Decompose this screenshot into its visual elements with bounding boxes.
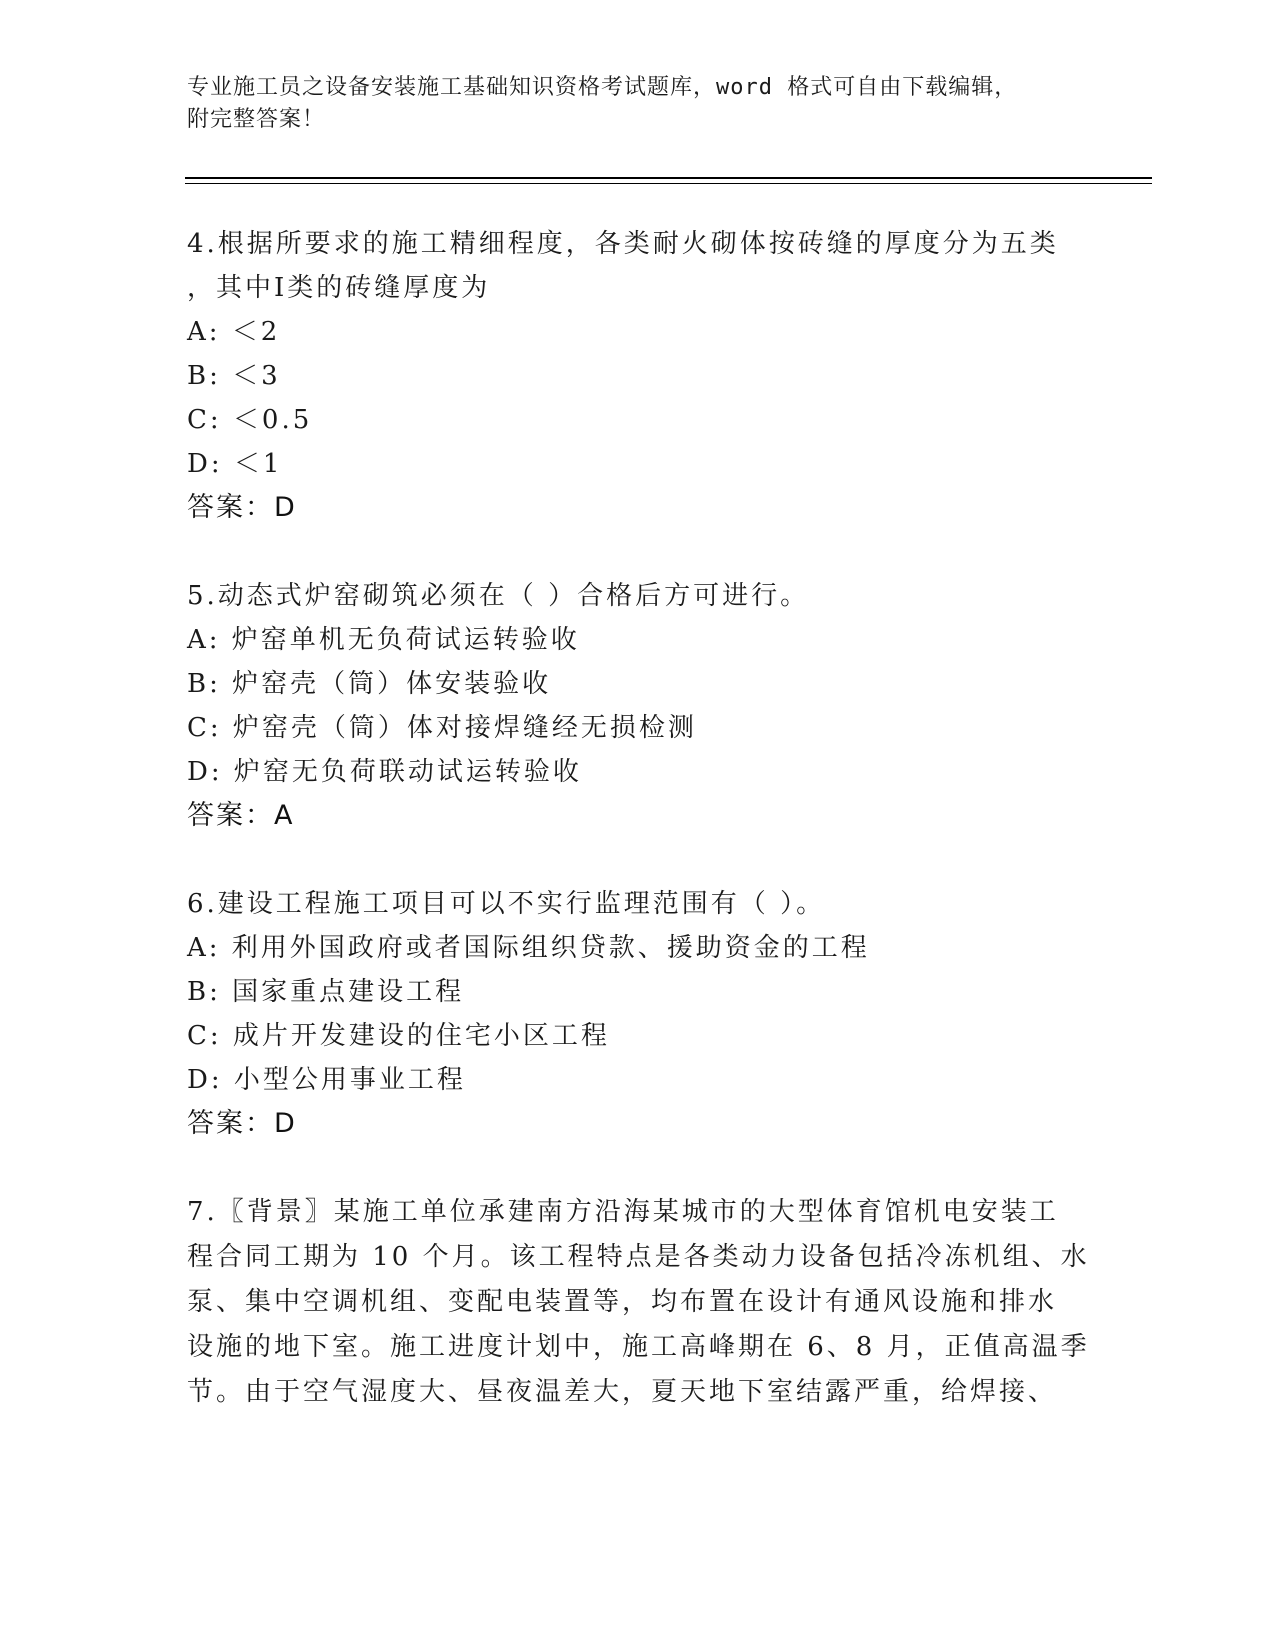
q4-option-d: D: ＜1	[187, 449, 283, 479]
q7-line-5: 节。由于空气湿度大、昼夜温差大，夏天地下室结露严重，给焊接、	[187, 1377, 1058, 1407]
q6-option-b: B: 国家重点建设工程	[187, 977, 465, 1007]
q4-option-b: B: ＜3	[187, 361, 281, 391]
q7-line-4: 设施的地下室。施工进度计划中，施工高峰期在 6、8 月，正值高温季	[187, 1332, 1090, 1362]
q5-option-b: B: 炉窑壳（筒）体安装验收	[187, 669, 552, 699]
q5-option-d: D: 炉窑无负荷联动试运转验收	[187, 757, 582, 787]
header-divider-thin	[185, 183, 1152, 184]
q4-option-a: A: ＜2	[187, 317, 281, 347]
q7-line-2: 程合同工期为 10 个月。该工程特点是各类动力设备包括冷冻机组、水	[187, 1242, 1090, 1272]
q6-option-a: A: 利用外国政府或者国际组织贷款、援助资金的工程	[187, 933, 870, 963]
q5-answer: 答案：A	[187, 800, 295, 831]
q5-stem: 5.动态式炉窑砌筑必须在（ ）合格后方可进行。	[187, 581, 810, 611]
header-line-2: 附完整答案！	[187, 107, 326, 132]
header-divider	[185, 177, 1152, 179]
q4-option-c: C: ＜0.5	[187, 405, 313, 435]
q6-option-c: C: 成片开发建设的住宅小区工程	[187, 1021, 610, 1051]
q6-stem: 6.建设工程施工项目可以不实行监理范围有（ ）。	[187, 889, 826, 919]
q5-option-c: C: 炉窑壳（筒）体对接焊缝经无损检测	[187, 713, 697, 743]
q4-answer: 答案：D	[187, 492, 297, 523]
q4-stem-line-1: 4.根据所要求的施工精细程度，各类耐火砌体按砖缝的厚度分为五类	[187, 229, 1059, 259]
q4-stem-line-2: ，其中Ⅰ类的砖缝厚度为	[187, 273, 491, 303]
q6-answer: 答案：D	[187, 1108, 297, 1139]
q6-option-d: D: 小型公用事业工程	[187, 1065, 466, 1095]
q7-line-1: 7.〖背景〗某施工单位承建南方沿海某城市的大型体育馆机电安装工	[187, 1197, 1059, 1227]
q7-line-3: 泵、集中空调机组、变配电装置等，均布置在设计有通风设施和排水	[187, 1287, 1058, 1317]
header-line-1: 专业施工员之设备安装施工基础知识资格考试题库，word 格式可自由下载编辑，	[187, 75, 1018, 100]
q5-option-a: A: 炉窑单机无负荷试运转验收	[187, 625, 580, 655]
